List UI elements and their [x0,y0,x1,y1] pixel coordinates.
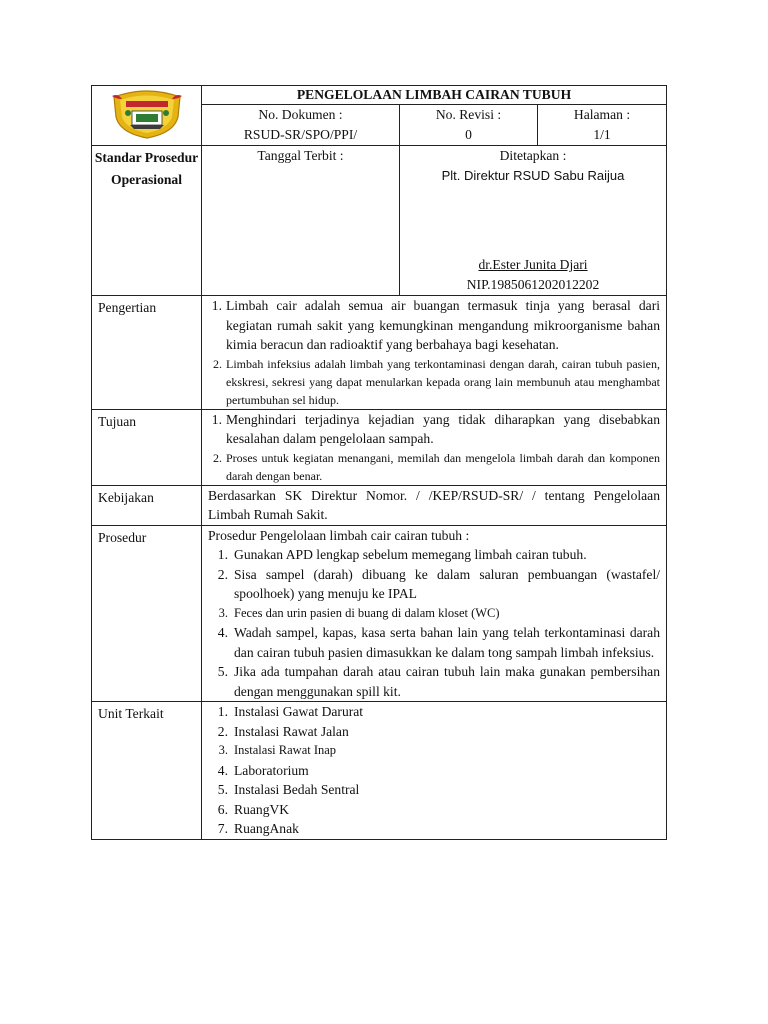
director-title: Plt. Direktur RSUD Sabu Raijua [441,167,625,183]
approval-cell [400,146,667,296]
regency-emblem-icon [108,87,186,139]
item-text: Instalasi Rawat Inap [234,743,337,757]
document-title: PENGELOLAAN LIMBAH CAIRAN TUBUH [202,86,667,105]
list-item [202,565,666,604]
revision-label: No. Revisi : [435,107,502,122]
kebijakan-label: Kebijakan [92,485,202,525]
item-number: 3. [218,743,228,757]
list-item [202,702,666,722]
item-number: 2. [213,450,222,465]
item-text: Instalasi Bedah Sentral [234,782,360,797]
item-number: 7. [217,821,228,836]
item-text: Proses untuk kegiatan menangani, memilah dan mengelola limbah darah dan komponen darah dengan benar. [226,450,661,483]
item-number: 5. [217,782,228,797]
item-number: 4. [217,625,228,640]
list-item [202,722,666,742]
item-text: Laboratorium [234,762,309,778]
item-text: Limbah infeksius adalah limbah yang terkontaminasi dengan darah, cairan tubuh pasien, ekskresi, sekresi yang dapat menularkan kepada orang lain membunuh atau menghambat pertumbuhan sel hidup. [226,356,661,407]
set-label: Ditetapkan : [499,148,567,163]
tujuan-label: Tujuan [92,409,202,485]
item-text: Limbah cair adalah semua air buangan termasuk tinja yang berasal dari kegiatan rumah sakit yang kemungkinan mengandung mikroorganisme bahan kimia beracun dan radioaktif yang berbahaya bagi kesehatan. [226,298,661,352]
list-item [202,296,666,355]
prosedur-content [202,525,667,702]
item-text: Sisa sampel (darah) dibuang ke dalam saluran pembuangan (wastafel/ spoolhoek) yang menuju ke IPAL [234,566,661,601]
list-item [202,355,666,409]
revision-cell [400,105,538,146]
item-number: 1. [217,547,228,562]
item-text: Instalasi Rawat Jalan [234,723,349,739]
item-text: Jika ada tumpahan darah atau cairan tubuh lain maka gunakan pembersihan dengan menggunakan spill kit. [234,664,661,699]
list-item [202,410,666,449]
list-item [202,800,666,820]
list-item [202,662,666,701]
item-number: 3. [218,605,228,620]
item-number: 1. [217,704,228,719]
item-number: 2. [217,723,228,739]
director-name: dr.Ester Junita Djari [478,257,588,272]
item-text: Menghindari terjadinya kejadian yang tidak diharapkan yang disebabkan kesalahan dalam pengelolaan sampah. [226,411,661,446]
item-text: RuangAnak [234,821,299,836]
tujuan-content [202,409,667,485]
logo-cell [92,86,202,146]
doc-number-cell [202,105,400,146]
revision-value: 0 [465,126,472,142]
item-text: Instalasi Gawat Darurat [234,704,364,719]
sop-label: Standar Prosedur Operasional [92,146,202,296]
pengertian-label: Pengertian [92,296,202,410]
list-item [202,604,666,624]
page-cell [538,105,667,146]
item-number: 6. [217,801,228,817]
list-item [202,780,666,800]
item-number: 4. [217,762,228,778]
page-label: Halaman : [573,107,631,122]
item-text: Gunakan APD lengkap sebelum memegang limbah cairan tubuh. [234,547,587,562]
page-value: 1/1 [593,126,611,142]
item-number: 2. [213,356,222,371]
unit-terkait-label: Unit Terkait [92,702,202,840]
doc-number-value: RSUD-SR/SPO/PPI/ [243,126,358,142]
sop-table [91,85,667,840]
item-number: 5. [217,664,228,679]
item-text: RuangVK [234,801,290,817]
item-text: Wadah sampel, kapas, kasa serta bahan lain yang telah terkontaminasi darah dan cairan tubuh pasien dimasukkan ke dalam tong sampah limbah infeksius. [234,625,661,660]
item-number: 2. [217,566,228,582]
list-item [202,545,666,565]
list-item [202,761,666,781]
doc-number-label: No. Dokumen : [258,107,343,122]
item-number: 1. [211,411,222,427]
pengertian-content [202,296,667,410]
list-item [202,819,666,839]
issue-date-label: Tanggal Terbit : [257,148,344,163]
signature-block [400,255,666,294]
list-item [202,623,666,662]
list-item [202,741,666,761]
director-nip: NIP.1985061202012202 [466,276,600,292]
list-item [202,449,666,485]
item-text: Feces dan urin pasien di buang di dalam kloset (WC) [234,605,500,620]
prosedur-label: Prosedur [92,525,202,702]
item-number: 1. [211,298,222,313]
prosedur-intro: Prosedur Pengelolaan limbah cair cairan tubuh : [208,527,470,543]
kebijakan-text: Berdasarkan SK Direktur Nomor. / /KEP/RSUD-SR/ / tentang Pengelolaan Limbah Rumah Sakit. [208,487,661,522]
kebijakan-content [202,485,667,525]
issue-date-cell [202,146,400,296]
unit-terkait-content [202,702,667,840]
